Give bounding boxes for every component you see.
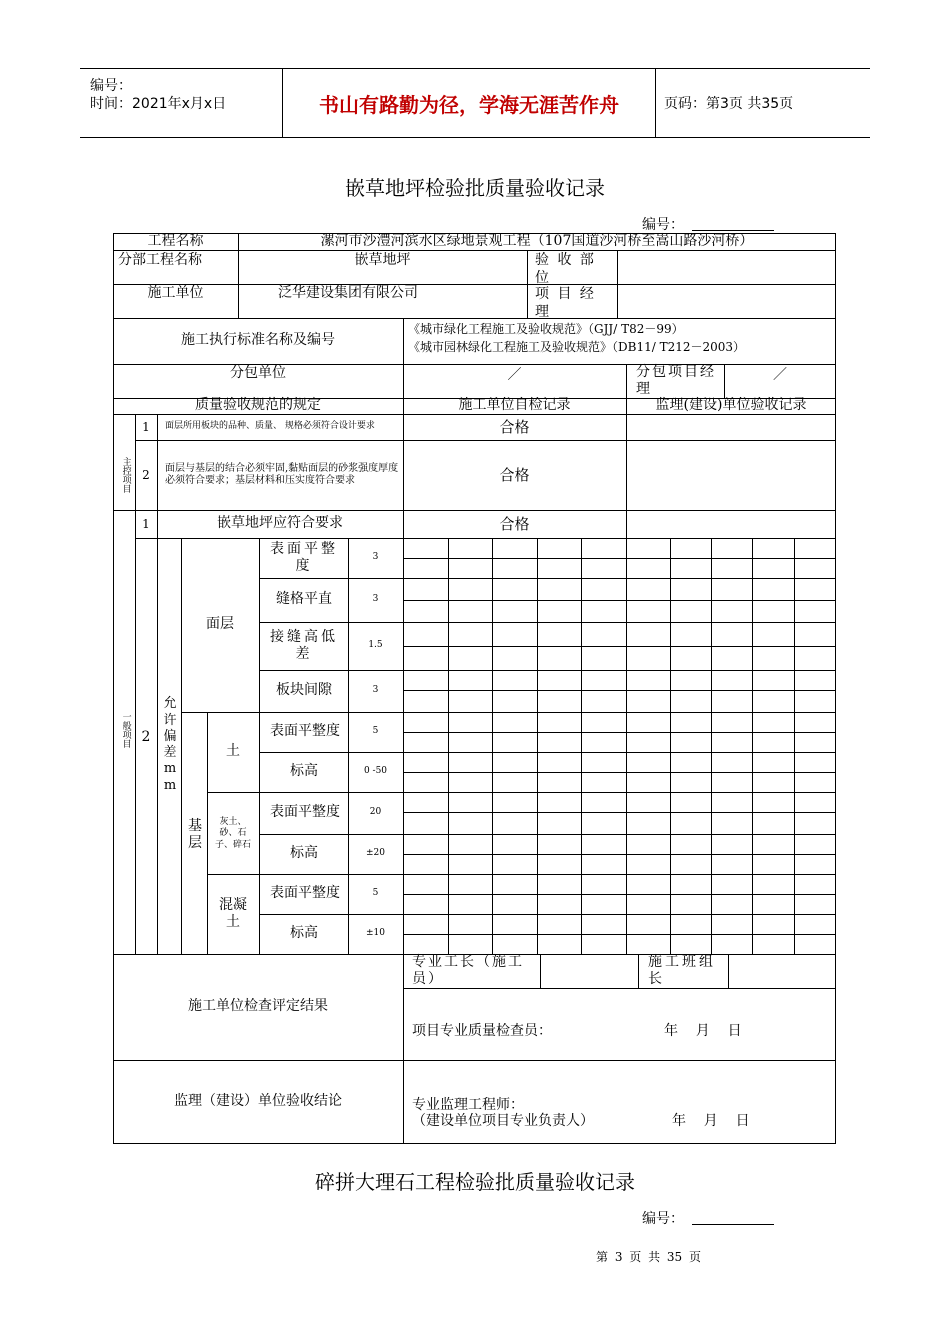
check-value: ±20	[366, 848, 385, 859]
doc2-title: 碎拼大理石工程检验批质量验收记录	[315, 1170, 635, 1194]
project-manager-label: 项 目 经 理	[535, 286, 596, 320]
general-item1-result: 合格	[499, 514, 530, 533]
general-item2-no: 2	[141, 729, 151, 746]
doc2-number-label: 编号：	[642, 1211, 684, 1227]
eval-label: 施工单位检查评定结果	[188, 998, 328, 1015]
check-name: 缝格平直	[276, 591, 332, 608]
check-name: 标高	[290, 925, 318, 942]
check-name: 接缝高低差	[270, 628, 338, 662]
foreman-label: 专业工长（施工员）	[412, 953, 524, 987]
check-name: 表面平整度	[270, 540, 338, 574]
conclusion-label: 监理（建设）单位验收结论	[174, 1093, 342, 1110]
subcontract-manager-label: 分包项目经理	[636, 363, 716, 397]
check-name: 表面平整度	[270, 723, 340, 740]
owner-label: （建设单位项目专业负责人）	[412, 1113, 594, 1129]
number-underline	[692, 230, 774, 231]
self-check-header: 施工单位自检记录	[458, 397, 571, 414]
project-name-value: 漯河市沙澧河滨水区绿地景观工程（107国道沙河桥至嵩山路沙河桥）	[320, 232, 754, 249]
doc-title: 嵌草地坪检验批质量验收记录	[345, 176, 605, 200]
construction-unit-value: 泛华建设集团有限公司	[278, 285, 418, 302]
header-meta	[80, 69, 282, 137]
team-leader-label: 施工班组长	[648, 953, 716, 987]
subcontract-label: 分包单位	[230, 365, 286, 382]
motto: 书山有路勤为径，学海无涯苦作舟	[282, 69, 656, 137]
main-item2-result: 合格	[499, 465, 530, 484]
main-item2-no: 2	[142, 467, 150, 482]
soil-label: 土	[226, 743, 240, 760]
page-footer: 第 3 页 共 35 页	[596, 1250, 701, 1264]
project-name-label: 工程名称	[147, 232, 204, 249]
spec-header: 质量验收规范的规定	[195, 397, 321, 414]
subproject-label: 分部工程名称	[118, 252, 202, 269]
surface-label: 面层	[206, 616, 234, 633]
check-value: 3	[372, 685, 379, 696]
date-label: 年 月 日	[672, 1113, 750, 1129]
standard-label: 施工执行标准名称及编号	[181, 332, 335, 349]
check-value: 3	[372, 594, 379, 605]
check-name: 板块间隙	[276, 682, 332, 699]
time-label: 时间：2021年x月x日	[90, 96, 227, 112]
check-value: 3	[372, 552, 379, 563]
inspection-part-label: 验 收 部 位	[535, 252, 596, 286]
check-value: 20	[369, 807, 382, 818]
check-value: 1.5	[368, 640, 383, 651]
supervision-header: 监理(建设)单位验收记录	[655, 397, 807, 414]
general-item1-text: 嵌草地坪应符合要求	[217, 515, 343, 532]
page-info: 页码：第3页 共35页	[664, 96, 794, 112]
check-value: ±10	[366, 928, 385, 939]
check-value: 5	[372, 888, 379, 899]
concrete-label: 混凝土	[219, 896, 247, 930]
deviation-label: 允许偏差mm	[163, 696, 177, 793]
check-value: 0 -50	[363, 766, 388, 777]
check-value: 5	[372, 726, 379, 737]
general-items-label: 一般项目	[120, 712, 131, 748]
check-name: 标高	[290, 845, 318, 862]
date-label: 年 月 日	[664, 1023, 742, 1039]
doc2-number-underline	[692, 1224, 774, 1225]
subproject-value: 嵌草地坪	[354, 252, 411, 269]
main-item1-text: 面层所用板块的品种、质量、 规格必须符合设计要求	[165, 421, 375, 432]
main-items-label: 主控项目	[120, 457, 131, 493]
check-name: 表面平整度	[270, 885, 340, 902]
serial-label: 编号：	[90, 78, 132, 94]
standard-2: 《城市园林绿化工程施工及验收规范》（DB11/ T212－2003）	[408, 340, 746, 354]
construction-unit-label: 施工单位	[147, 285, 204, 302]
subcontract-manager-value: ／	[773, 367, 787, 384]
inspector-label: 项目专业质量检查员：	[412, 1023, 552, 1039]
check-name: 表面平整度	[270, 804, 340, 821]
base-label: 基层	[188, 817, 202, 851]
main-item1-no: 1	[142, 419, 150, 434]
subcontract-value: ／	[507, 367, 522, 384]
main-item2-text: 面层与基层的结合必须牢固,黏贴面层的砂浆强度厚度必须符合要求；基层材料和压实度符合要求	[165, 462, 399, 486]
lime-label: 灰土、砂、石子、碎石	[214, 817, 251, 850]
main-item1-result: 合格	[499, 417, 530, 436]
page-header	[80, 68, 870, 138]
number-label: 编号：	[642, 217, 684, 233]
standard-1: 《城市绿化工程施工及验收规范》（GJJ/ T82－99）	[408, 322, 684, 336]
supervisor-label: 专业监理工程师：	[412, 1097, 524, 1113]
check-name: 标高	[290, 763, 318, 780]
general-item1-no: 1	[142, 516, 150, 531]
